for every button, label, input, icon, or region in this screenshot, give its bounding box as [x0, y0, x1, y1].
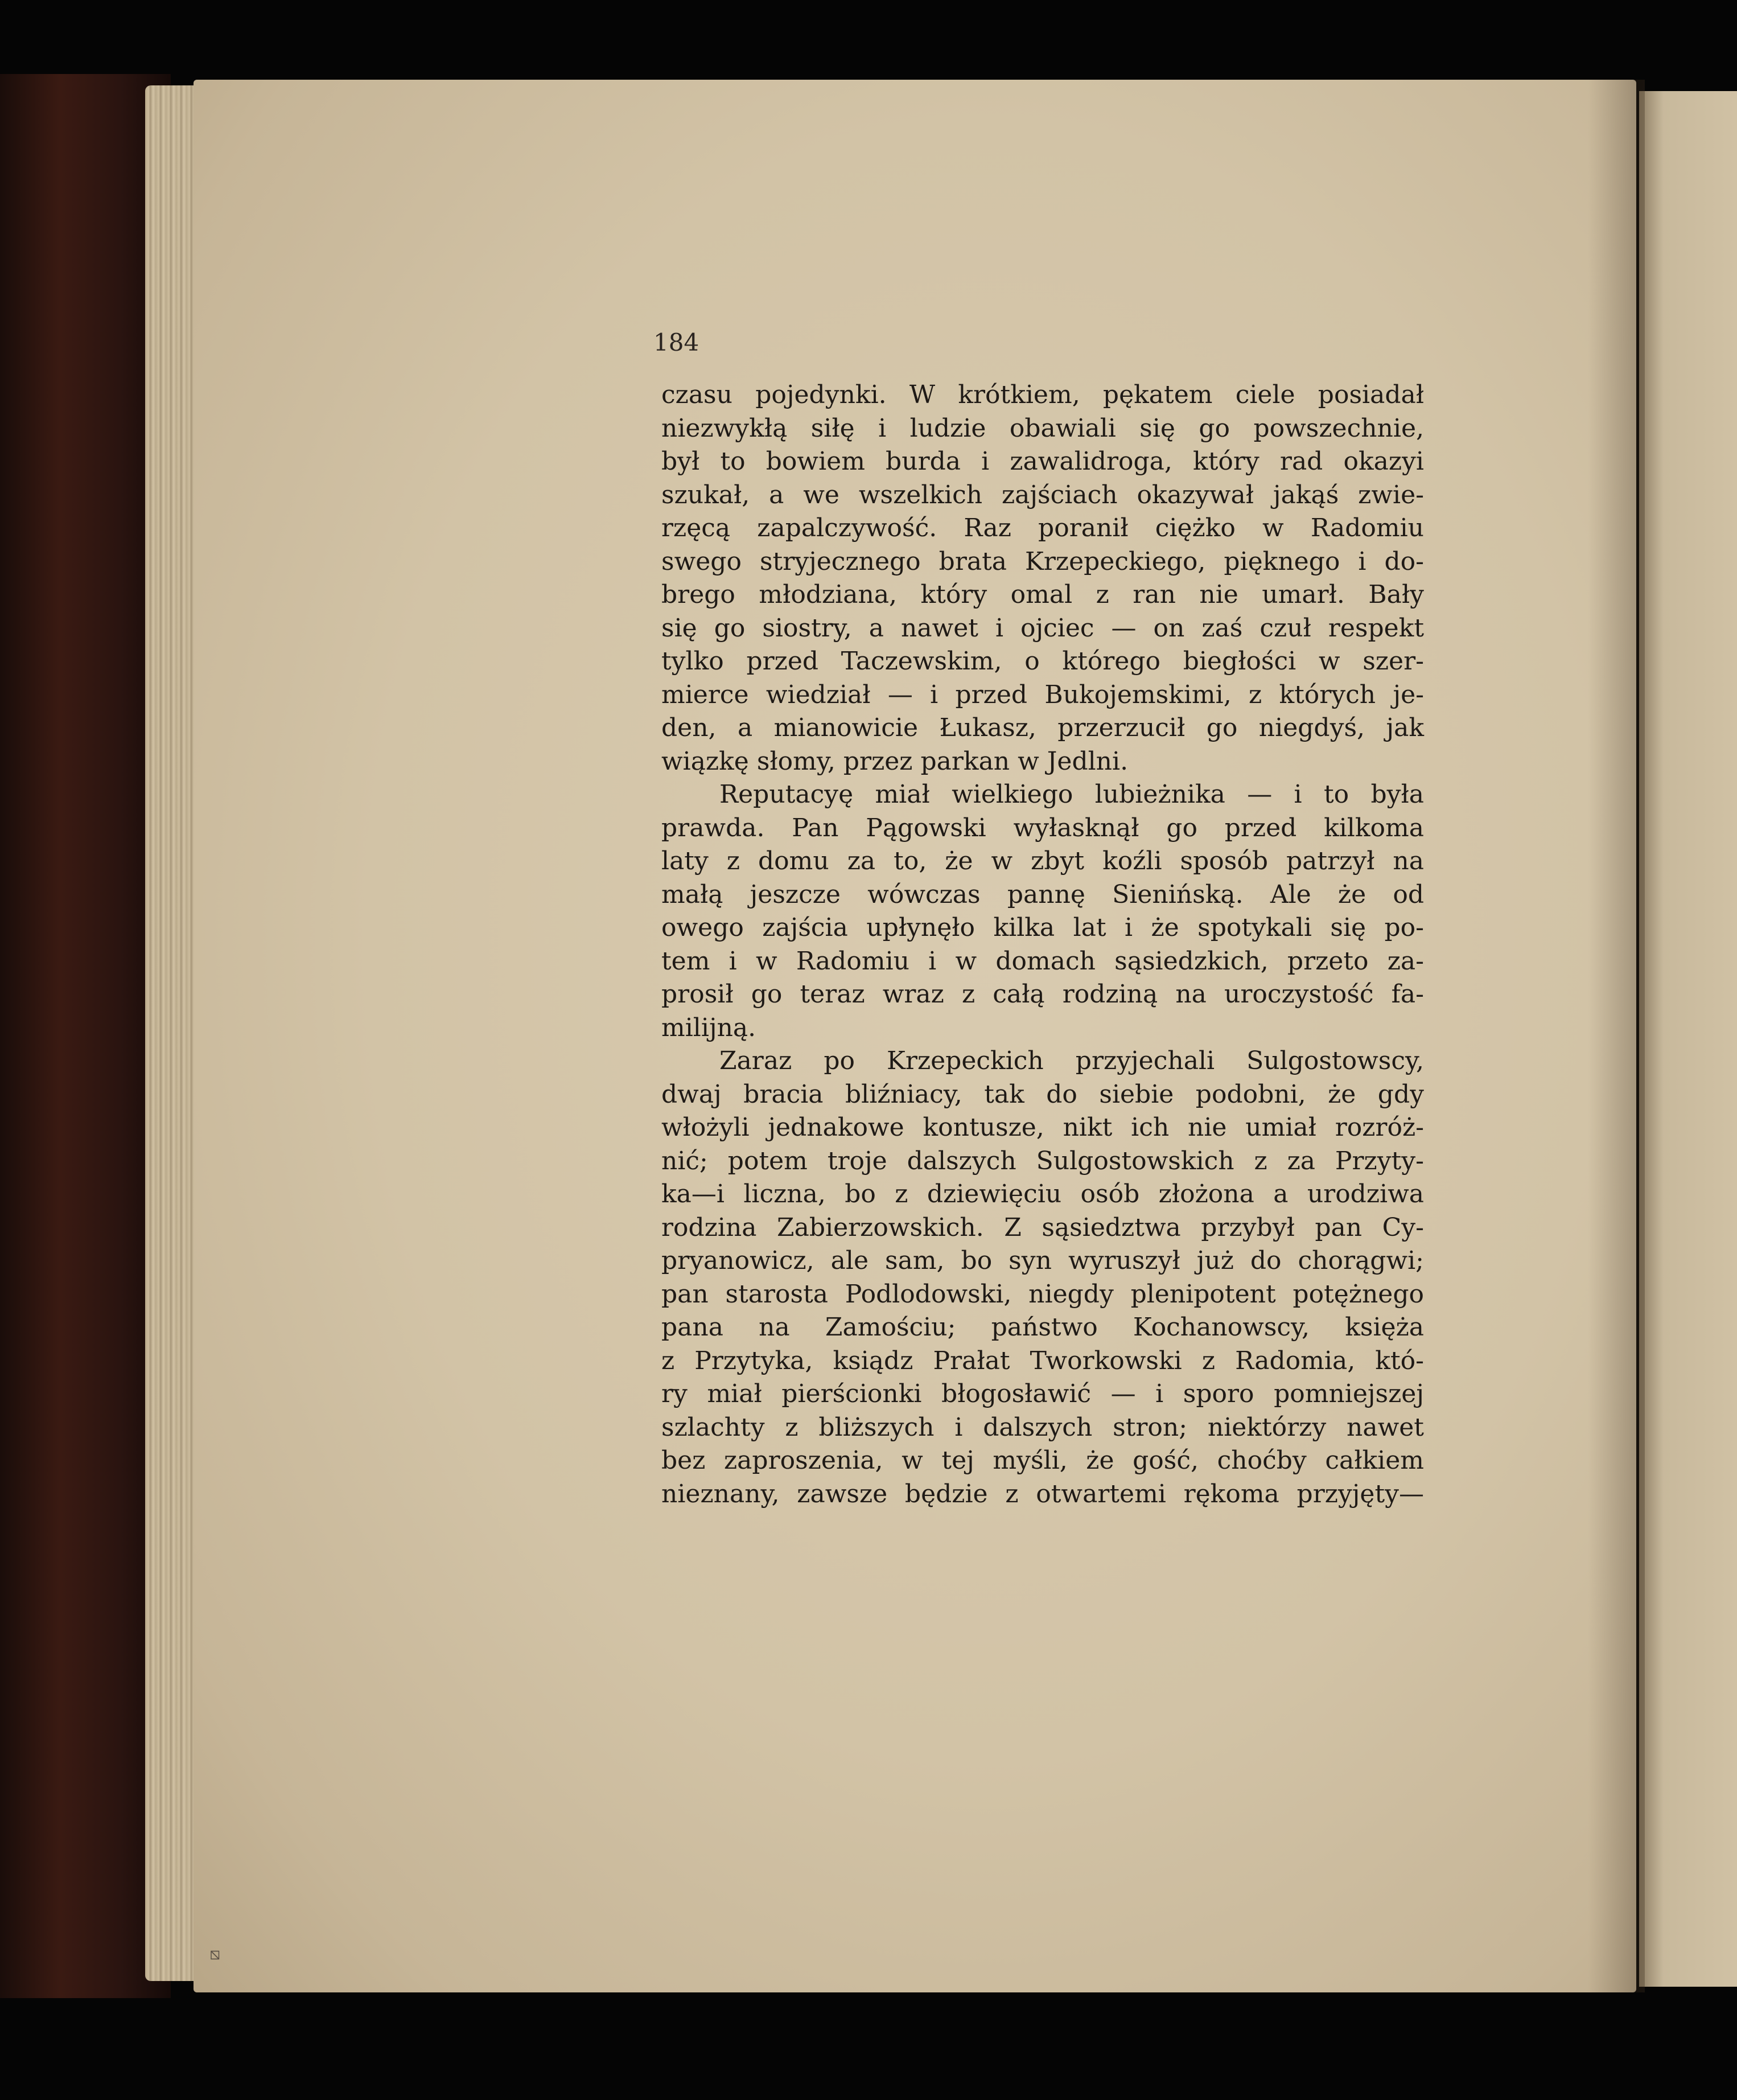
text-line: owego zajścia upłynęło kilka lat i że spotykali się po-: [661, 913, 1424, 942]
text-line: Reputacyę miał wielkiego lubieżnika — i to była: [719, 780, 1424, 809]
text-line: tylko przed Taczewskim, o którego biegłości w szer-: [661, 647, 1424, 676]
text-line: ry miał pierścionki błogosławić — i sporo pomniejszej: [661, 1379, 1424, 1408]
text-line: mierce wiedział — i przed Bukojemskimi, z których je-: [661, 680, 1424, 709]
text-line: dwaj bracia bliźniacy, tak do siebie podobni, że gdy: [661, 1079, 1424, 1109]
text-line: laty z domu za to, że w zbyt koźli sposób patrzył na: [661, 846, 1424, 876]
text-line: pana na Zamościu; państwo Kochanowscy, księża: [661, 1313, 1424, 1342]
text-line: małą jeszcze wówczas pannę Sienińską. Ale że od: [661, 880, 1424, 909]
text-line: czasu pojedynki. W krótkiem, pękatem ciele posiadał: [661, 380, 1424, 409]
page-number: 184: [653, 328, 699, 356]
text-line: szukał, a we wszelkich zajściach okazywał jakąś zwie-: [661, 480, 1424, 509]
body-text: [661, 379, 1424, 1511]
text-line: milijną.: [661, 1013, 756, 1042]
text-line: Zaraz po Krzepeckich przyjechali Sulgostowscy,: [719, 1046, 1424, 1075]
library-stamp-icon: ⧅: [209, 1944, 221, 1964]
text-line: brego młodziana, który omal z ran nie umarł. Bały: [661, 580, 1424, 609]
text-line: ka—i liczna, bo z dziewięciu osób złożona a urodziwa: [661, 1180, 1424, 1209]
text-line: był to bowiem burda i zawalidroga, który rad okazyi: [661, 447, 1424, 476]
text-line: prawda. Pan Pągowski wyłasknął go przed kilkoma: [661, 813, 1424, 843]
text-line: prosił go teraz wraz z całą rodziną na uroczystość fa-: [661, 980, 1424, 1009]
text-line: rodzina Zabierzowskich. Z sąsiedztwa przybył pan Cy-: [661, 1213, 1424, 1242]
text-line: swego stryjecznego brata Krzepeckiego, pięknego i do-: [661, 546, 1424, 576]
text-line: się go siostry, a nawet i ojciec — on zaś czuł respekt: [661, 613, 1424, 643]
page-gutter-shadow: [1588, 80, 1645, 1992]
text-line: szlachty z bliższych i dalszych stron; niektórzy nawet: [661, 1412, 1424, 1442]
text-line: nieznany, zawsze będzie z otwartemi rękoma przyjęty—: [661, 1479, 1424, 1509]
text-line: niezwykłą siłę i ludzie obawiali się go powszechnie,: [661, 413, 1424, 443]
text-line: pan starosta Podlodowski, niegdy plenipotent potężnego: [661, 1279, 1424, 1309]
text-line: wiązkę słomy, przez parkan w Jedlni.: [661, 746, 1129, 776]
text-line: pryanowicz, ale sam, bo syn wyruszył już do chorągwi;: [661, 1246, 1424, 1275]
text-line: z Przytyka, ksiądz Prałat Tworkowski z Radomia, któ-: [661, 1346, 1424, 1375]
text-line: rzęcą zapalczywość. Raz poranił ciężko w Radomiu: [661, 513, 1424, 543]
text-line: bez zaproszenia, w tej myśli, że gość, choćby całkiem: [661, 1446, 1424, 1475]
text-line: włożyli jednakowe kontusze, nikt ich nie umiał rozróż-: [661, 1113, 1424, 1142]
facing-page-edge: [1639, 91, 1737, 1987]
text-line: nić; potem troje dalszych Sulgostowskich z za Przyty-: [661, 1146, 1424, 1176]
text-line: den, a mianowicie Łukasz, przerzucił go niegdyś, jak: [661, 713, 1424, 742]
text-line: tem i w Radomiu i w domach sąsiedzkich, przeto za-: [661, 946, 1424, 976]
